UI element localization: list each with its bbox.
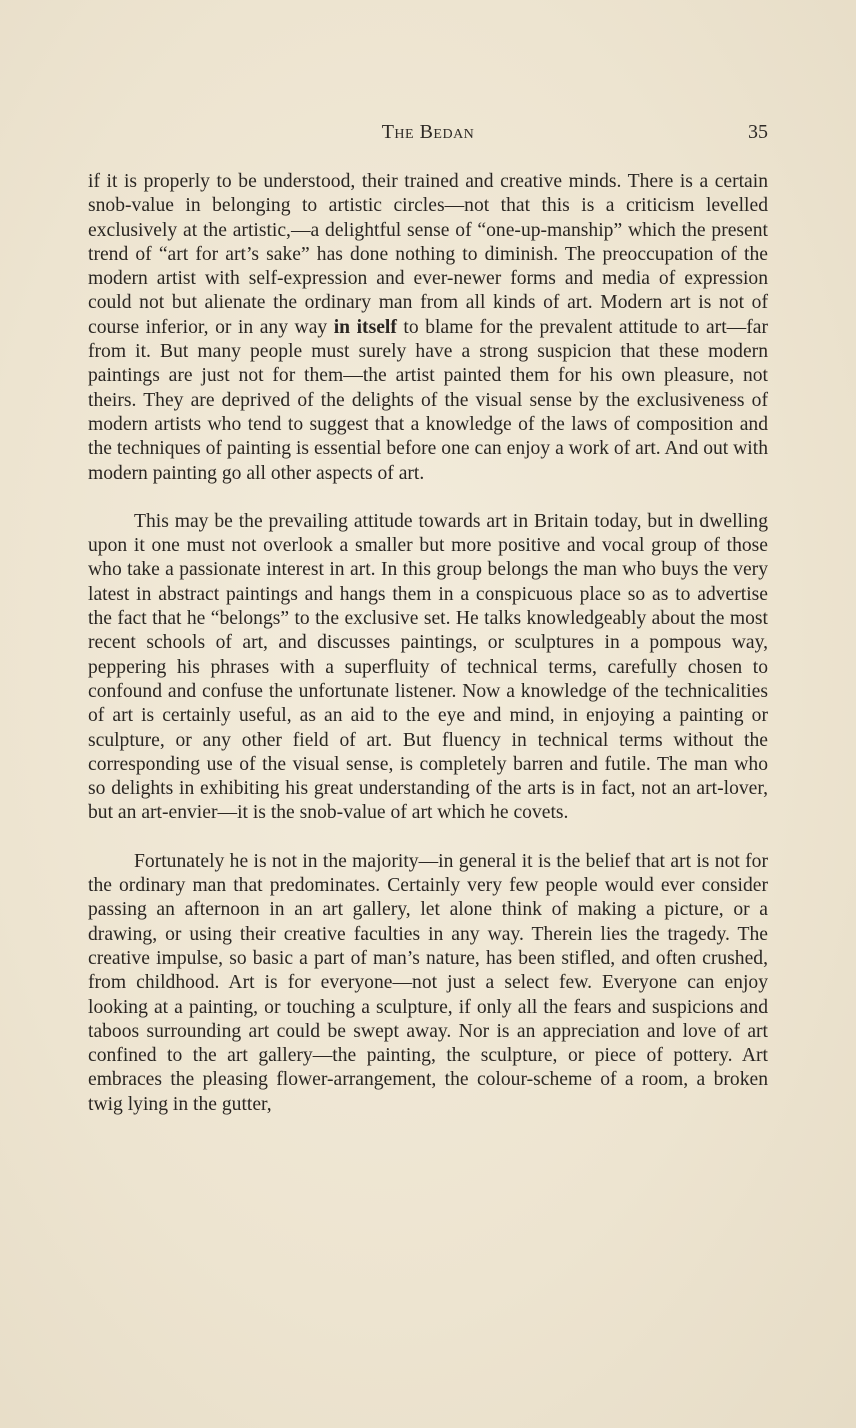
body-text [88, 170, 768, 1117]
paragraph-1 [88, 170, 768, 486]
paragraph-1-text-before: if it is properly to be understood, their trained and creative minds. There is a certain snob-value in belonging to artistic circles—not that this is a criticism levelled exclusively at the artistic,—a delightful sense of “one-up-manship” which the present trend of “art for art’s sake” has done nothing to diminish. The preoccupation of the modern artist with self-expression and ever-newer forms and media of expression could not but alienate the ordinary man from all kinds of art. Modern art is not of course inferior, or in any way [88, 171, 768, 338]
running-title: The Bedan [381, 121, 475, 143]
paragraph-3: Fortunately he is not in the majority—in general it is the belief that art is not for the ordinary man that predominates. Certainly very few people would ever consider passing an afternoon in an art gallery, let alone think of making a picture, or a drawing, or using their creative faculties in any way. Therein lies the tragedy. The creative impulse, so basic a part of man’s nature, has been stifled, and often crushed, from childhood. Art is for everyone—not just a select few. Everyone can enjoy looking at a painting, or touching a sculpture, if only all the fears and suspicions and taboos surrounding art could be swept away. Nor is an appreciation and love of art confined to the art gallery—the painting, the sculpture, or piece of pottery. Art embraces the pleasing flower-arrangement, the colour-scheme of a room, a broken twig lying in the gutter, [88, 850, 768, 1115]
paragraph-1-text-after: to blame for the prevalent attitude to art—far from it. But many people must surely have a strong suspicion that these modern paintings are just not for them—the artist painted them for his own pleasure, not theirs. They are deprived of the delights of the visual sense by the exclusiveness of modern artists who tend to suggest that a knowledge of the laws of composition and the techniques of painting is essential before one can enjoy a work of art. And out with modern painting go all other aspects of art. [88, 316, 768, 484]
paragraph-2: This may be the prevailing attitude towards art in Britain today, but in dwelling upon it one must not overlook a smaller but more positive and vocal group of those who take a passionate interest in art. In this group belongs the man who buys the very latest in abstract paintings and hangs them in a conspicuous place so as to advertise the fact that he “belongs” to the exclusive set. He talks knowledgeably about the most recent schools of art, and discusses paintings, or sculptures in a pompous way, peppering his phrases with a superfluity of technical terms, carefully chosen to confound and confuse the unfortunate listener. Now a knowledge of the technicalities of art is certainly useful, as an aid to the eye and mind, in enjoying a painting or sculpture, or any other field of art. But fluency in technical terms without the corresponding use of the visual sense, is completely barren and futile. The man who so delights in exhibiting his great understanding of the arts is in fact, not an art-lover, but an art-envier—it is the snob-value of art which he covets. [88, 510, 768, 824]
emphasis-in-itself: in itself [333, 316, 397, 338]
page-header [88, 121, 768, 147]
page-number: 35 [748, 121, 768, 143]
